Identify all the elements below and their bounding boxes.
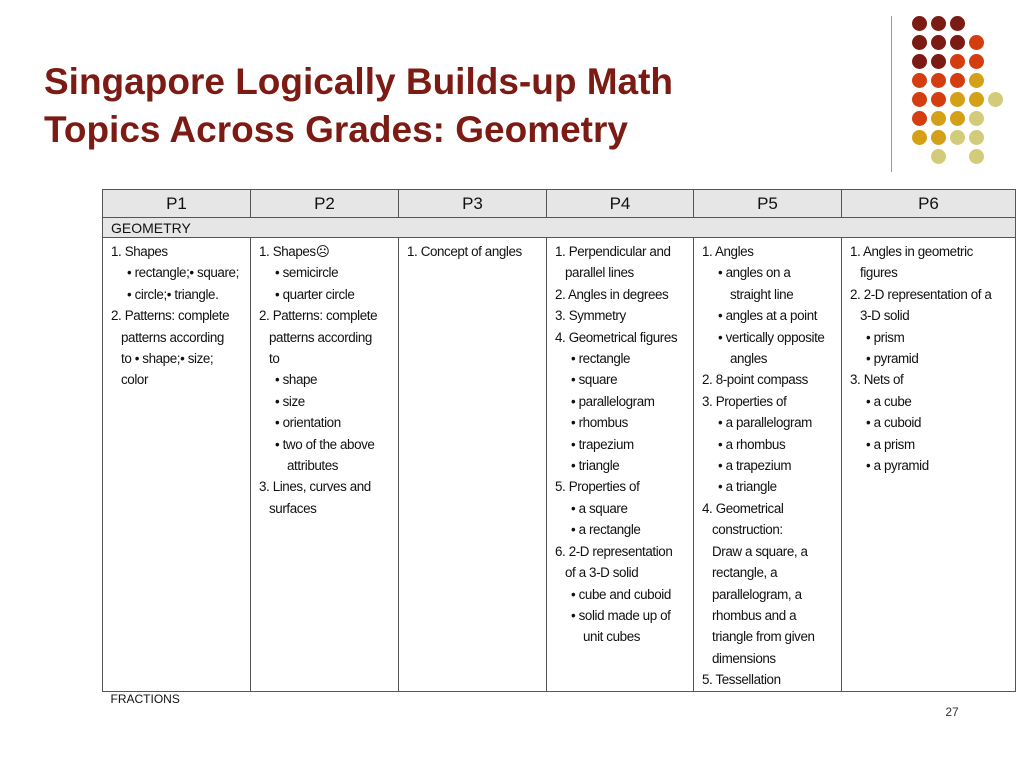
list-item: • pyramid <box>866 351 919 367</box>
list-item: 1. Perpendicular and <box>555 244 671 259</box>
decorative-dot <box>950 54 965 69</box>
curriculum-table <box>102 189 1016 712</box>
list-item: • square <box>571 372 618 388</box>
list-item: 5. Tessellation <box>702 672 781 688</box>
list-item: straight line <box>730 286 794 302</box>
list-item: dimensions <box>712 650 776 666</box>
list-item: 1. Shapes <box>111 244 168 259</box>
list-item: 3. Symmetry <box>555 308 626 324</box>
list-item: 1. Angles <box>702 244 754 259</box>
cell-p1 <box>103 238 251 692</box>
list-item: • vertically opposite <box>718 329 825 345</box>
list-item: 2. 2-D representation of a <box>850 286 992 302</box>
list-item: of a 3-D solid <box>565 565 639 581</box>
decorative-dot <box>969 73 984 88</box>
list-item: to • shape;• size; <box>121 351 214 367</box>
list-item: • rhombus <box>571 415 628 431</box>
header-p1: P1 <box>103 190 251 218</box>
list-item: • parallelogram <box>571 393 655 409</box>
decorative-dot <box>912 130 927 145</box>
decorative-dot <box>912 111 927 126</box>
decorative-dot <box>912 16 927 31</box>
list-item: • a cube <box>866 393 912 409</box>
list-item: • a prism <box>866 436 915 452</box>
decorative-dot <box>969 111 984 126</box>
section-label-geometry: GEOMETRY <box>103 218 1016 238</box>
slide-title <box>44 58 864 154</box>
list-item: • quarter circle <box>275 286 355 302</box>
cell-p4 <box>547 238 694 692</box>
list-item: • a square <box>571 500 628 516</box>
list-item: 1. Concept of angles <box>407 244 522 259</box>
list-item: patterns according <box>269 329 372 345</box>
list-item: • a cuboid <box>866 415 922 431</box>
list-item: 4. Geometrical figures <box>555 329 678 345</box>
list-item: 4. Geometrical <box>702 500 784 516</box>
decorative-dot <box>988 92 1003 107</box>
list-item: • angles on a <box>718 265 791 281</box>
list-item: • circle;• triangle. <box>127 286 219 302</box>
list-item: surfaces <box>269 500 317 516</box>
list-item: • cube and cuboid <box>571 586 671 602</box>
decorative-dot <box>912 35 927 50</box>
list-item: • a pyramid <box>866 458 929 474</box>
list-item: construction: <box>712 522 783 538</box>
list-item: color <box>121 372 149 388</box>
section-row-geometry <box>103 218 1016 238</box>
list-item: • a triangle <box>718 479 777 495</box>
decorative-dot <box>950 111 965 126</box>
list-item: 1. Angles in geometric <box>850 244 973 259</box>
decorative-dot <box>931 92 946 107</box>
decorative-dot <box>931 35 946 50</box>
list-item: angles <box>730 351 768 367</box>
decorative-dot <box>931 54 946 69</box>
decorative-dot <box>969 130 984 145</box>
decorative-dot <box>950 92 965 107</box>
curriculum-table-image <box>102 189 1016 706</box>
decorative-dot <box>931 73 946 88</box>
list-item: 2. 8-point compass <box>702 372 808 388</box>
header-p3: P3 <box>399 190 547 218</box>
list-item: triangle from given <box>712 629 815 645</box>
list-item: 3. Lines, curves and <box>259 479 371 495</box>
list-item: rhombus and a <box>712 607 797 623</box>
list-item: • rectangle;• square; <box>127 265 239 281</box>
list-item: 2. Patterns: complete <box>259 308 378 324</box>
topics-row <box>103 238 1016 692</box>
decorative-dot <box>969 54 984 69</box>
header-p5: P5 <box>694 190 842 218</box>
list-item: to <box>269 351 280 367</box>
header-p2: P2 <box>251 190 399 218</box>
list-item: • a parallelogram <box>718 415 812 431</box>
list-item: • angles at a point <box>718 308 818 324</box>
decorative-dot <box>950 35 965 50</box>
grade-header-row <box>103 190 1016 218</box>
cell-p3 <box>399 238 547 692</box>
decorative-dot <box>931 130 946 145</box>
cell-p6 <box>842 238 1016 692</box>
list-item: 2. Patterns: complete <box>111 308 230 324</box>
decorative-dot <box>950 73 965 88</box>
decorative-dot <box>912 73 927 88</box>
decorative-dot <box>950 130 965 145</box>
list-item: • rectangle <box>571 351 631 367</box>
list-item: 6. 2-D representation <box>555 543 673 559</box>
decorative-dot <box>912 54 927 69</box>
next-section-row <box>103 691 1016 712</box>
list-item: attributes <box>287 458 339 474</box>
list-item: parallelogram, a <box>712 586 802 602</box>
header-p4: P4 <box>547 190 694 218</box>
decorative-dot <box>931 111 946 126</box>
list-item: rectangle, a <box>712 565 778 581</box>
list-item: 5. Properties of <box>555 479 640 495</box>
list-item: • shape <box>275 372 318 388</box>
list-item: • triangle <box>571 458 620 474</box>
list-item: figures <box>860 265 898 281</box>
list-item: 3. Nets of <box>850 372 904 388</box>
list-item: • solid made up of <box>571 607 671 623</box>
list-item: • size <box>275 393 305 409</box>
list-item: • orientation <box>275 415 341 431</box>
slide-title-line-2: Topics Across Grades: Geometry <box>44 109 628 150</box>
decorative-dot <box>969 149 984 164</box>
list-item: Draw a square, a <box>712 543 808 559</box>
cell-p5 <box>694 238 842 692</box>
page-number: 27 <box>945 705 959 719</box>
list-item: • a trapezium <box>718 458 792 474</box>
list-item: • semicircle <box>275 265 339 281</box>
decorative-dot <box>931 149 946 164</box>
header-p6: P6 <box>842 190 1016 218</box>
list-item: 1. Shapes☹ <box>259 244 330 259</box>
section-label-fractions: FRACTIONS <box>103 691 1016 712</box>
decorative-dot <box>969 35 984 50</box>
list-item: unit cubes <box>583 629 641 645</box>
divider-line <box>891 16 892 172</box>
list-item: • two of the above <box>275 436 375 452</box>
list-item: • a rhombus <box>718 436 786 452</box>
slide-title-line-1: Singapore Logically Builds-up Math <box>44 61 674 102</box>
list-item: • a rectangle <box>571 522 641 538</box>
cell-p2 <box>251 238 399 692</box>
list-item: 2. Angles in degrees <box>555 286 669 302</box>
decorative-dot <box>950 16 965 31</box>
list-item: patterns according <box>121 329 224 345</box>
list-item: parallel lines <box>565 265 634 281</box>
list-item: • prism <box>866 329 905 345</box>
list-item: • trapezium <box>571 436 634 452</box>
list-item: 3-D solid <box>860 308 910 324</box>
decorative-dot <box>931 16 946 31</box>
list-item: 3. Properties of <box>702 393 787 409</box>
decorative-dot <box>969 92 984 107</box>
decorative-dot <box>912 92 927 107</box>
